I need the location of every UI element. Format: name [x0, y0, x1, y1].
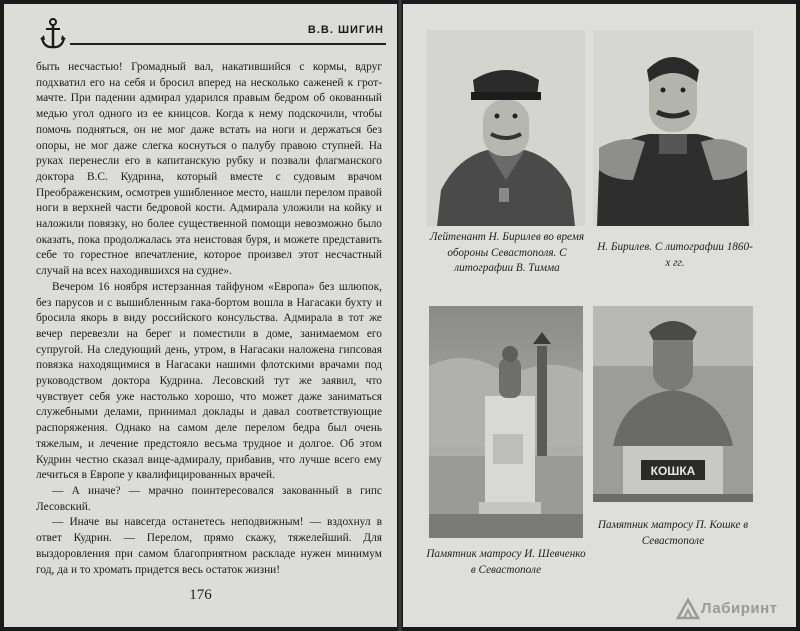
labyrinth-logo-icon — [675, 596, 701, 622]
portrait-lieutenant-image — [427, 30, 585, 226]
caption-shevchenko: Памятник матросу И. Шевченко в Севастополе — [426, 548, 586, 576]
monument-shevchenko-image — [429, 306, 583, 538]
paragraph: — Иначе вы навсегда останетесь неподвижным! — вздохнул в ответ Кудрин. — Перелом, прямо скажу, тяжелейший. Для выздоровления при самом благоприятном раскладе нужен минимум год, да и то хромать придется весь остаток жизни! — [36, 516, 382, 576]
paragraph: — А иначе? — мрачно поинтересовался закованный в гипс Лесовский. — [36, 484, 382, 513]
paragraph: Вечером 16 ноября истерзанная тайфуном «Европа» без шлюпок, без парусов и с вышибленным гака-бортом вошла в Нагасаки бухту и бросила якорь в виду российского консульства. Адмирала в тот же вечер перевезли на берег и поместили в доме, занимаемом его супругой. На следующий день, утром, в Нагасаки наложена гипсовая повязка находящимися в Нагасаки нашими флотскими врачами под руководством доктора Кудрина. Лесовский тут же заявил, что чувствует себя уже настолько хорошо, что может даже заниматься служебными делами, принимал доклады и давал соответствующие распоряжения. Однако на самом деле перелом бедра был очень тяжелым, и лечение предстояло весьма трудное и долгое. Об этом Кудрин честно сказал вице-адмиралу, прибавив, что лучше всего ему лечиться в Европе у квалифицированных врачей. — [36, 280, 382, 482]
body-text — [36, 60, 382, 578]
header-author: В.В. ШИГИН — [307, 24, 384, 36]
monument-koshka-image — [593, 306, 753, 502]
anchor-icon — [40, 18, 66, 50]
watermark-text: Лабиринт — [701, 600, 778, 617]
caption-koshka: Памятник матросу П. Кошке в Севастополе — [597, 519, 749, 547]
labyrinth-watermark — [675, 596, 793, 622]
header-rule — [70, 43, 386, 45]
pedestal-inscription: КОШКА — [650, 464, 696, 478]
left-page — [4, 4, 397, 627]
portrait-birilev-image — [593, 30, 753, 226]
running-header — [40, 18, 386, 52]
page-number: 176 — [189, 587, 212, 603]
caption-lieutenant: Лейтенант Н. Бирилев во время обороны Севастополя. С литографии В. Тимма — [429, 231, 585, 274]
right-page — [403, 4, 796, 627]
caption-birilev: Н. Бирилев. С литографии 1860-х гг. — [597, 241, 753, 269]
paragraph: быть несчастью! Громадный вал, накатившийся с кормы, вдруг подхватил его на себя и бросил вперед на несколько саженей к грот-мачте. При падении адмирал ударился правым бедром об окованный медью угол одного из ее кницсов. Когда к нему подскочили, чтобы помочь подняться, он не мог даже встать на ноги и держаться без опоры, не мог даже слегка коснуться о палубу правою ступней. На руках перенесли его в капитанскую рубку и позвали флагманского доктора В.С. Кудрина, который вместе с судовым врачом Преображенским, осмотрев ушибленное место, нашли перелом правой ноги в верхней части бедровой кости. Адмирала уложили на койку и наложили повязку, но более существенной помощи невозможно было оказать, пока продолжалась эта неистовая буря, и можете представить себе то горестное впечатление, которое произвел этот несчастный случай на всех находившихся на судне». — [36, 61, 382, 278]
